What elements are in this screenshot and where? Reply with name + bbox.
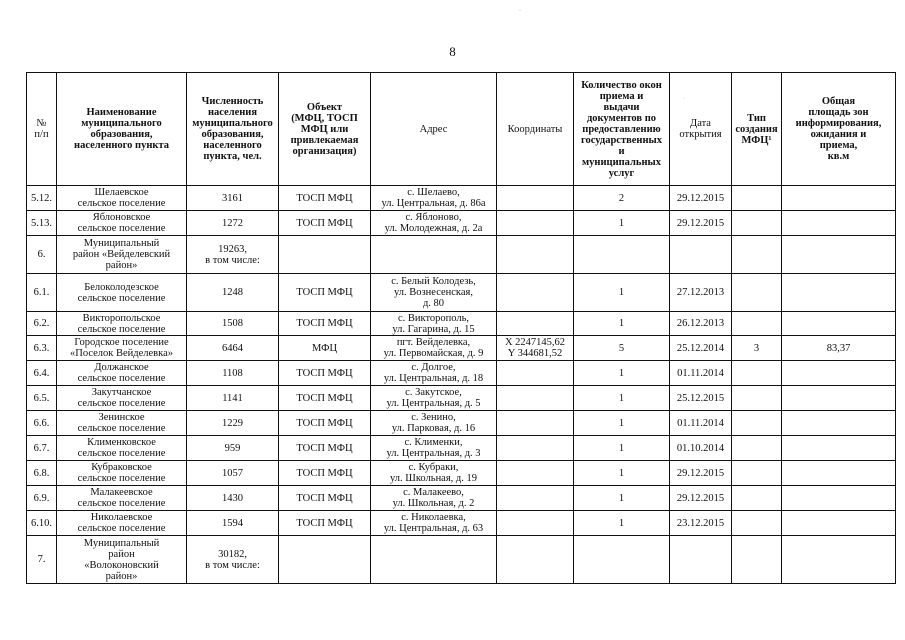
- cell-coordinates: [497, 186, 574, 211]
- cell-population: 1508: [187, 312, 279, 336]
- cell-address: с. Кубраки, ул. Школьная, д. 19: [371, 461, 497, 486]
- cell-area: [782, 461, 896, 486]
- table-row: [27, 361, 896, 386]
- cell-address: с. Малакеево, ул. Школьная, д. 2: [371, 486, 497, 511]
- cell-population: 1430: [187, 486, 279, 511]
- cell-coordinates: [497, 312, 574, 336]
- cell-num: 6.8.: [27, 461, 57, 486]
- cell-population: 1594: [187, 511, 279, 536]
- cell-num: 6.4.: [27, 361, 57, 386]
- cell-name: Кубраковское сельское поселение: [57, 461, 187, 486]
- cell-coordinates: [497, 211, 574, 236]
- cell-date: 29.12.2015: [670, 461, 732, 486]
- cell-num: 6.1.: [27, 274, 57, 312]
- cell-object: ТОСП МФЦ: [279, 411, 371, 436]
- cell-coordinates: [497, 411, 574, 436]
- cell-date: 01.11.2014: [670, 411, 732, 436]
- cell-date: 23.12.2015: [670, 511, 732, 536]
- cell-windows: 1: [574, 511, 670, 536]
- cell-windows: 1: [574, 486, 670, 511]
- cell-population: 1141: [187, 386, 279, 411]
- cell-area: [782, 436, 896, 461]
- cell-population: 1248: [187, 274, 279, 312]
- table-row: [27, 336, 896, 361]
- header-address: Адрес: [371, 73, 497, 186]
- header-open-date: Дата открытия: [670, 73, 732, 186]
- table-row: [27, 436, 896, 461]
- table-row: [27, 211, 896, 236]
- cell-area: [782, 312, 896, 336]
- cell-type: 3: [732, 336, 782, 361]
- cell-num: 5.13.: [27, 211, 57, 236]
- cell-type: [732, 186, 782, 211]
- header-population: Численность населения муниципального образования, населенного пункта, чел.: [187, 73, 279, 186]
- cell-date: 29.12.2015: [670, 486, 732, 511]
- cell-address: [371, 236, 497, 274]
- cell-name: Клименковское сельское поселение: [57, 436, 187, 461]
- cell-population: 3161: [187, 186, 279, 211]
- cell-num: 6.7.: [27, 436, 57, 461]
- cell-coordinates: X 2247145,62 Y 344681,52: [497, 336, 574, 361]
- cell-object: [279, 236, 371, 274]
- cell-date: 01.10.2014: [670, 436, 732, 461]
- cell-num: 6.10.: [27, 511, 57, 536]
- cell-windows: 1: [574, 411, 670, 436]
- cell-address: с. Белый Колодезь, ул. Вознесенская, д. 80: [371, 274, 497, 312]
- cell-date: 29.12.2015: [670, 211, 732, 236]
- cell-name: Яблоновское сельское поселение: [57, 211, 187, 236]
- cell-population: 6464: [187, 336, 279, 361]
- cell-area: [782, 186, 896, 211]
- table-row: [27, 186, 896, 211]
- cell-population: 959: [187, 436, 279, 461]
- header-row: [27, 73, 896, 186]
- cell-num: 6.5.: [27, 386, 57, 411]
- header-windows: Количество окон приема и выдачи документов по предоставлению государственных и муниципальных услуг: [574, 73, 670, 186]
- cell-windows: 1: [574, 211, 670, 236]
- cell-object: [279, 536, 371, 584]
- cell-coordinates: [497, 486, 574, 511]
- cell-population: 1272: [187, 211, 279, 236]
- cell-type: [732, 486, 782, 511]
- cell-windows: 1: [574, 274, 670, 312]
- cell-num: 6.3.: [27, 336, 57, 361]
- cell-type: [732, 461, 782, 486]
- cell-name: Зенинское сельское поселение: [57, 411, 187, 436]
- cell-coordinates: [497, 436, 574, 461]
- cell-address: с. Клименки, ул. Центральная, д. 3: [371, 436, 497, 461]
- cell-num: 7.: [27, 536, 57, 584]
- cell-coordinates: [497, 274, 574, 312]
- cell-area: [782, 361, 896, 386]
- cell-population: 30182, в том числе:: [187, 536, 279, 584]
- cell-object: ТОСП МФЦ: [279, 361, 371, 386]
- cell-windows: 1: [574, 386, 670, 411]
- table-row: [27, 511, 896, 536]
- cell-object: ТОСП МФЦ: [279, 211, 371, 236]
- cell-object: ТОСП МФЦ: [279, 461, 371, 486]
- cell-num: 6.2.: [27, 312, 57, 336]
- header-num: № п/п: [27, 73, 57, 186]
- cell-area: [782, 274, 896, 312]
- table-row: [27, 411, 896, 436]
- table-row: [27, 386, 896, 411]
- cell-type: [732, 312, 782, 336]
- cell-num: 6.6.: [27, 411, 57, 436]
- cell-object: ТОСП МФЦ: [279, 274, 371, 312]
- cell-type: [732, 411, 782, 436]
- cell-name: Закутчанское сельское поселение: [57, 386, 187, 411]
- cell-object: ТОСП МФЦ: [279, 186, 371, 211]
- mfc-registry-table: [26, 72, 896, 584]
- cell-area: [782, 411, 896, 436]
- cell-name: Белоколодезское сельское поселение: [57, 274, 187, 312]
- cell-population: 1108: [187, 361, 279, 386]
- scan-dot: ·: [683, 96, 685, 102]
- cell-date: 25.12.2014: [670, 336, 732, 361]
- cell-coordinates: [497, 386, 574, 411]
- cell-address: с. Викторополь, ул. Гагарина, д. 15: [371, 312, 497, 336]
- cell-date: [670, 536, 732, 584]
- header-type: Тип создания МФЦ¹: [732, 73, 782, 186]
- table-row: [27, 236, 896, 274]
- cell-name: Муниципальный район «Волоконовский район»: [57, 536, 187, 584]
- cell-area: [782, 236, 896, 274]
- cell-area: [782, 536, 896, 584]
- cell-name: Муниципальный район «Вейделевский район»: [57, 236, 187, 274]
- cell-name: Должанское сельское поселение: [57, 361, 187, 386]
- cell-object: ТОСП МФЦ: [279, 312, 371, 336]
- page-number: 8: [449, 44, 456, 59]
- cell-object: ТОСП МФЦ: [279, 436, 371, 461]
- cell-object: МФЦ: [279, 336, 371, 361]
- cell-date: [670, 236, 732, 274]
- cell-coordinates: [497, 536, 574, 584]
- cell-num: 6.9.: [27, 486, 57, 511]
- cell-area: [782, 486, 896, 511]
- cell-address: с. Николаевка, ул. Центральная, д. 63: [371, 511, 497, 536]
- cell-object: ТОСП МФЦ: [279, 511, 371, 536]
- cell-address: с. Яблоново, ул. Молодежная, д. 2а: [371, 211, 497, 236]
- cell-name: Городское поселение «Поселок Вейделевка»: [57, 336, 187, 361]
- cell-type: [732, 511, 782, 536]
- cell-object: ТОСП МФЦ: [279, 386, 371, 411]
- cell-num: 6.: [27, 236, 57, 274]
- cell-type: [732, 386, 782, 411]
- cell-type: [732, 436, 782, 461]
- table-row: [27, 312, 896, 336]
- cell-date: 01.11.2014: [670, 361, 732, 386]
- cell-address: с. Зенино, ул. Парковая, д. 16: [371, 411, 497, 436]
- cell-area: [782, 511, 896, 536]
- cell-type: [732, 211, 782, 236]
- cell-coordinates: [497, 511, 574, 536]
- cell-address: пгт. Вейделевка, ул. Первомайская, д. 9: [371, 336, 497, 361]
- table-row: [27, 486, 896, 511]
- cell-address: с. Закутское, ул. Центральная, д. 5: [371, 386, 497, 411]
- cell-type: [732, 536, 782, 584]
- cell-name: Шелаевское сельское поселение: [57, 186, 187, 211]
- cell-windows: 1: [574, 312, 670, 336]
- cell-date: 29.12.2015: [670, 186, 732, 211]
- table-row: [27, 461, 896, 486]
- cell-address: с. Шелаево, ул. Центральная, д. 86а: [371, 186, 497, 211]
- cell-windows: 2: [574, 186, 670, 211]
- cell-windows: 1: [574, 461, 670, 486]
- cell-population: 1229: [187, 411, 279, 436]
- table-row: [27, 536, 896, 584]
- cell-windows: 5: [574, 336, 670, 361]
- cell-windows: [574, 536, 670, 584]
- cell-area: [782, 211, 896, 236]
- cell-population: 19263, в том числе:: [187, 236, 279, 274]
- cell-address: [371, 536, 497, 584]
- cell-name: Малакеевское сельское поселение: [57, 486, 187, 511]
- cell-name: Викторопольское сельское поселение: [57, 312, 187, 336]
- header-name: Наименование муниципального образования, населенного пункта: [57, 73, 187, 186]
- cell-date: 26.12.2013: [670, 312, 732, 336]
- cell-coordinates: [497, 236, 574, 274]
- cell-area: [782, 386, 896, 411]
- cell-population: 1057: [187, 461, 279, 486]
- header-coordinates: Координаты: [497, 73, 574, 186]
- cell-num: 5.12.: [27, 186, 57, 211]
- cell-date: 25.12.2015: [670, 386, 732, 411]
- cell-coordinates: [497, 461, 574, 486]
- cell-windows: [574, 236, 670, 274]
- cell-name: Николаевское сельское поселение: [57, 511, 187, 536]
- scan-dot: ·: [519, 8, 521, 14]
- header-object: Объект (МФЦ, ТОСП МФЦ или привлекаемая организация): [279, 73, 371, 186]
- cell-address: с. Долгое, ул. Центральная, д. 18: [371, 361, 497, 386]
- cell-type: [732, 236, 782, 274]
- cell-windows: 1: [574, 361, 670, 386]
- cell-coordinates: [497, 361, 574, 386]
- cell-area: 83,37: [782, 336, 896, 361]
- header-area: Общая площадь зон информирования, ожидания и приема, кв.м: [782, 73, 896, 186]
- table-row: [27, 274, 896, 312]
- cell-windows: 1: [574, 436, 670, 461]
- cell-type: [732, 274, 782, 312]
- cell-date: 27.12.2013: [670, 274, 732, 312]
- cell-object: ТОСП МФЦ: [279, 486, 371, 511]
- cell-type: [732, 361, 782, 386]
